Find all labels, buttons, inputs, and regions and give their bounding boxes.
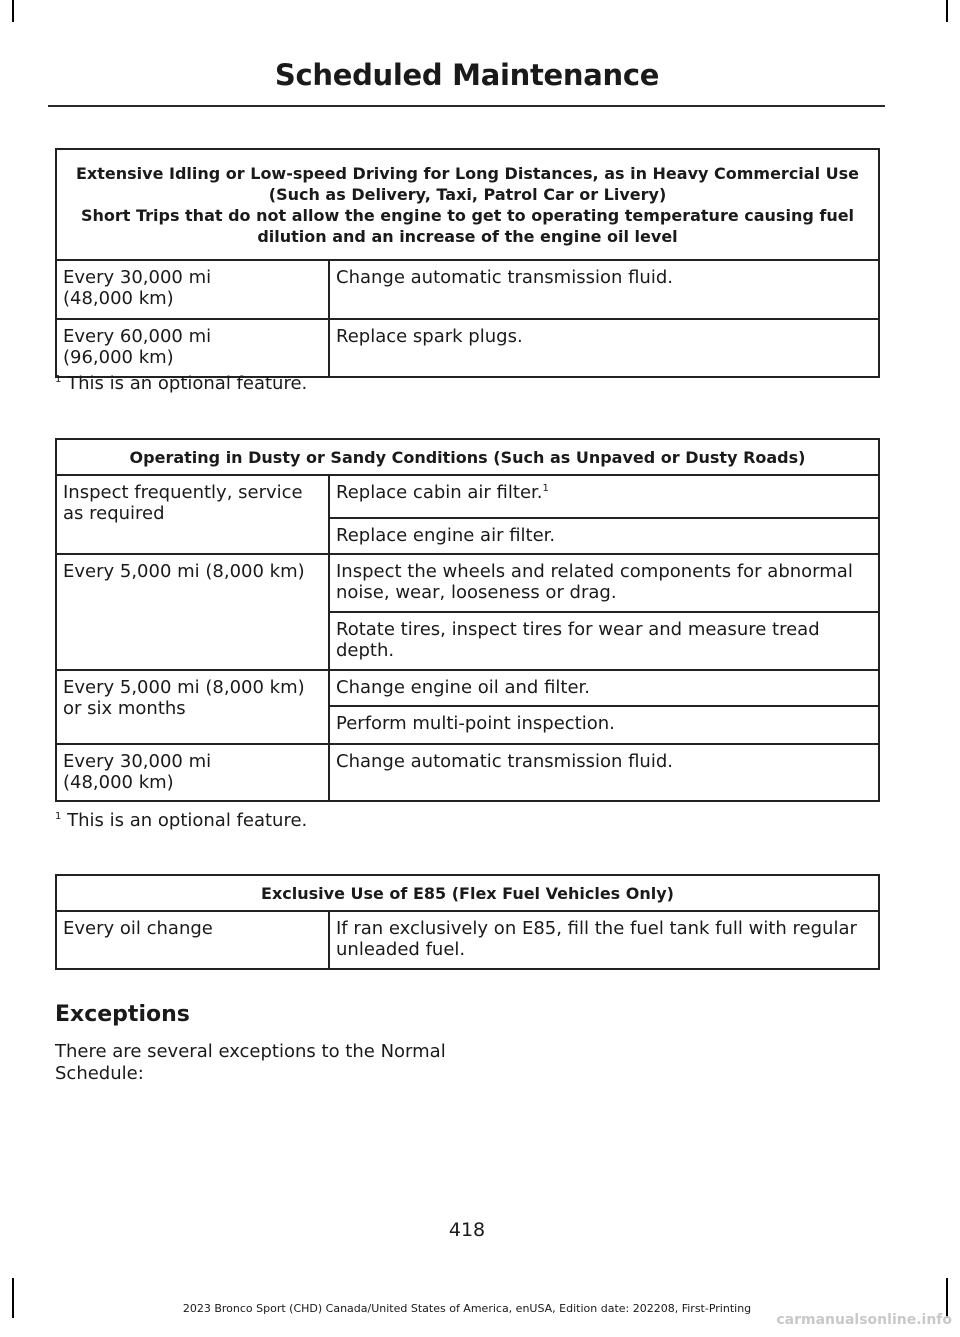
interval-cell: Every oil change bbox=[56, 911, 329, 969]
table-row bbox=[56, 744, 879, 801]
edition-info: 2023 Bronco Sport (CHD) Canada/United States of America, enUSA, Edition date: 202208, First-Printing bbox=[182, 1302, 752, 1315]
footnote bbox=[55, 373, 307, 394]
interval-cell bbox=[56, 319, 329, 377]
maintenance-table-e85 bbox=[55, 874, 880, 970]
action-cell: Replace spark plugs. bbox=[329, 319, 879, 377]
table-row bbox=[56, 554, 879, 612]
footnote-mark: 1 bbox=[55, 811, 62, 822]
watermark: carmanualsonline.info bbox=[776, 1312, 952, 1328]
table-header-row bbox=[56, 439, 879, 475]
table-header bbox=[56, 149, 879, 260]
section-heading: Exceptions bbox=[55, 1002, 190, 1027]
table-header-row bbox=[56, 149, 879, 260]
footnote bbox=[55, 810, 307, 831]
action-cell: Rotate tires, inspect tires for wear and measure tread depth. bbox=[329, 612, 879, 670]
footnote-text: This is an optional feature. bbox=[67, 810, 308, 831]
interval-text: Every 60,000 mi bbox=[63, 326, 212, 347]
action-cell: Change automatic transmission fluid. bbox=[329, 260, 879, 319]
footnote-mark: 1 bbox=[542, 483, 549, 494]
crop-mark bbox=[946, 0, 948, 22]
action-cell: If ran exclusively on E85, fill the fuel tank full with regular unleaded fuel. bbox=[329, 911, 879, 969]
interval-text: Every 30,000 mi bbox=[63, 751, 212, 772]
interval-cell: Every 5,000 mi (8,000 km) or six months bbox=[56, 670, 329, 744]
interval-text: (48,000 km) bbox=[63, 288, 174, 309]
interval-text: (48,000 km) bbox=[63, 772, 174, 793]
maintenance-table-heavy-use bbox=[55, 148, 880, 378]
table-header: Exclusive Use of E85 (Flex Fuel Vehicles Only) bbox=[56, 875, 879, 911]
action-cell: Perform multi-point inspection. bbox=[329, 706, 879, 744]
table-header-line: Extensive Idling or Low-speed Driving for Long Distances, as in Heavy Commercial Use (Such as Delivery, Taxi, Patrol Car or Livery) bbox=[76, 163, 859, 204]
page-number: 418 bbox=[448, 1219, 486, 1241]
action-cell: Change automatic transmission fluid. bbox=[329, 744, 879, 801]
page-title: Scheduled Maintenance bbox=[274, 58, 660, 92]
table-header-line: Short Trips that do not allow the engine to get to operating temperature causing fuel dilution and an increase of the engine oil level bbox=[80, 205, 855, 246]
table-header: Operating in Dusty or Sandy Conditions (Such as Unpaved or Dusty Roads) bbox=[56, 439, 879, 475]
title-divider bbox=[48, 105, 885, 107]
table-row bbox=[56, 911, 879, 969]
table-header-row bbox=[56, 875, 879, 911]
footnote-mark: 1 bbox=[55, 374, 62, 385]
table-row bbox=[56, 319, 879, 377]
footnote-text: This is an optional feature. bbox=[67, 373, 308, 394]
body-paragraph: There are several exceptions to the Normal Schedule: bbox=[55, 1041, 446, 1084]
interval-text: Every 30,000 mi bbox=[63, 267, 212, 288]
interval-text: (96,000 km) bbox=[63, 347, 174, 368]
interval-cell bbox=[56, 260, 329, 319]
table-row bbox=[56, 670, 879, 706]
interval-cell: Inspect frequently, service as required bbox=[56, 475, 329, 554]
action-cell bbox=[329, 475, 879, 518]
table-row bbox=[56, 475, 879, 518]
table-row bbox=[56, 260, 879, 319]
action-cell: Replace engine air filter. bbox=[329, 518, 879, 554]
action-cell: Inspect the wheels and related components for abnormal noise, wear, looseness or drag. bbox=[329, 554, 879, 612]
action-cell: Change engine oil and filter. bbox=[329, 670, 879, 706]
interval-cell bbox=[56, 744, 329, 801]
interval-cell: Every 5,000 mi (8,000 km) bbox=[56, 554, 329, 670]
crop-mark bbox=[12, 0, 14, 22]
action-text: Replace cabin air filter. bbox=[336, 482, 543, 503]
maintenance-table-dusty-conditions bbox=[55, 438, 880, 802]
